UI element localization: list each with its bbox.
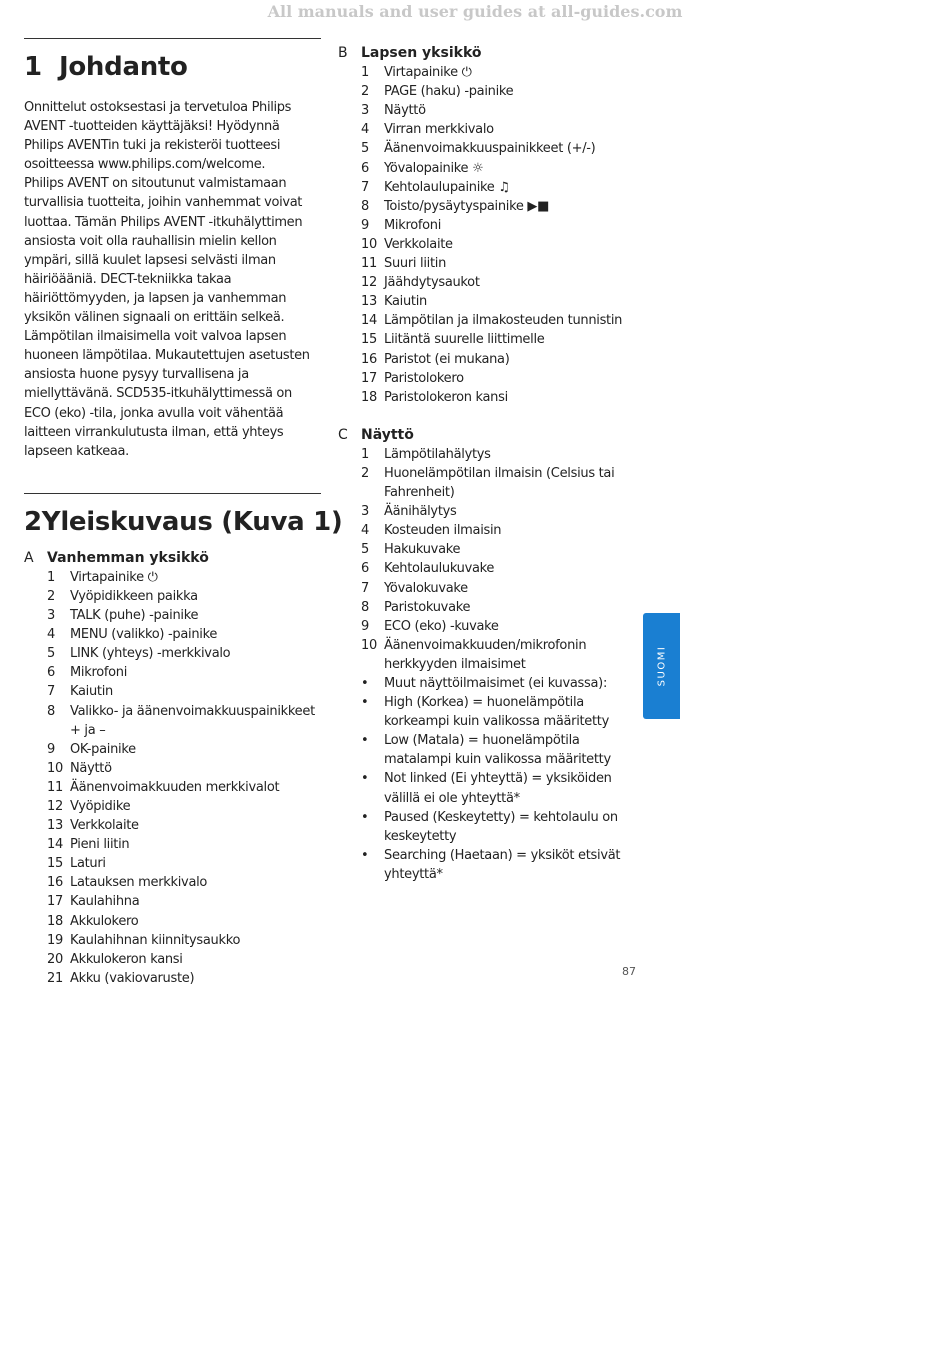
right-column — [338, 44, 638, 884]
section-a-item-number: 4 — [47, 627, 55, 643]
section-b-item-number: 8 — [361, 198, 369, 214]
section-b-item-number: 15 — [361, 332, 377, 348]
section-c-bullet-text: High (Korkea) = huonelämpötila korkeampi kuin valikossa määritetty — [384, 695, 609, 730]
section-b-item-label: Paristot (ei mukana) — [384, 351, 510, 367]
section-b-item-label: Paristolokero — [384, 370, 464, 386]
section-c-bullet-text: Low (Matala) = huonelämpötila matalampi kuin valikossa määritetty — [384, 733, 611, 768]
section-a-item-number: 10 — [47, 760, 63, 776]
section-b-item — [361, 139, 638, 158]
section-c-item-number: 5 — [361, 542, 369, 558]
section-b-item — [361, 197, 638, 216]
section-b-item — [361, 159, 638, 178]
section-c-item-label: Kosteuden ilmaisin — [384, 523, 502, 539]
section-a-item-number: 16 — [47, 875, 63, 891]
section-b-item-label: Paristolokeron kansi — [384, 389, 508, 405]
section-c-bullet-text: Not linked (Ei yhteyttä) = yksiköiden välillä ei ole yhteyttä* — [384, 771, 612, 806]
section-c-item-number: 1 — [361, 446, 369, 462]
section-c-item-label: ECO (eko) -kuvake — [384, 618, 499, 634]
intro-paragraph-1: Onnittelut ostoksestasi ja tervetuloa Philips AVENT -tuotteiden käyttäjäksi! Hyödynnä Philips AVENTin tuki ja rekisteröi tuotteesi osoitteessa www.philips.com/welcome. — [24, 100, 292, 173]
section-c-bullet — [361, 846, 638, 884]
section-b-item-label: Lämpötilan ja ilmakosteuden tunnistin — [384, 313, 623, 329]
section-b-item — [361, 216, 638, 235]
section-a-item — [47, 702, 321, 740]
section-a-item-label: MENU (valikko) -painike — [70, 627, 218, 643]
section-b-item-label: Äänenvoimakkuuspainikkeet (+/-) — [384, 141, 596, 157]
section-b-item-number: 5 — [361, 141, 369, 157]
section-a-item-label: Kaulahihnan kiinnitysaukko — [70, 932, 241, 948]
section-a-item-label: Näyttö — [70, 760, 112, 776]
section-c-bullet — [361, 674, 638, 693]
section-a-item-label: Akku (vakiovaruste) — [70, 970, 195, 986]
section-b-item-label: Kaiutin — [384, 294, 427, 310]
section-b-item — [361, 369, 638, 388]
section-a — [24, 549, 321, 988]
section-a-heading — [24, 549, 321, 568]
section-a-item-label: Valikko- ja äänenvoimakkuuspainikkeet + ja – — [70, 703, 315, 738]
section-b-item-number: 10 — [361, 236, 377, 252]
section-c-item — [361, 636, 638, 674]
section-c-item — [361, 598, 638, 617]
section-b-item-number: 18 — [361, 389, 377, 405]
section-b-list — [338, 63, 638, 407]
section-c-bullet — [361, 769, 638, 807]
section-c-item-label: Kehtolaulukuvake — [384, 561, 495, 577]
section-b-item — [361, 120, 638, 139]
section-c-bullet-text: Muut näyttöilmaisimet (ei kuvassa): — [384, 676, 608, 691]
section-b-item — [361, 350, 638, 369]
section-c-bullet-text: Paused (Keskeytetty) = kehtolaulu on keskeytetty — [384, 809, 618, 844]
section-b-item-label: Yövalopainike ☼ — [384, 160, 484, 176]
section-c-item-label: Yövalokuvake — [384, 580, 468, 596]
section-c-item-number: 8 — [361, 599, 369, 615]
section-b-item-number: 13 — [361, 294, 377, 310]
section-b-item — [361, 82, 638, 101]
section-b-item-number: 2 — [361, 84, 369, 100]
section-a-item — [47, 931, 321, 950]
section-b-item — [361, 330, 638, 349]
section-b-item-number: 7 — [361, 179, 369, 195]
section-a-item — [47, 816, 321, 835]
section-c-item — [361, 464, 638, 502]
bullet-icon: • — [361, 847, 369, 863]
chapter2-rule — [24, 493, 321, 494]
section-a-item — [47, 587, 321, 606]
section-b-item-number: 9 — [361, 217, 369, 233]
section-a-item — [47, 950, 321, 969]
section-a-item — [47, 778, 321, 797]
section-a-item-label: Äänenvoimakkuuden merkkivalot — [70, 779, 280, 795]
section-a-item-number: 11 — [47, 779, 63, 795]
section-a-item-label: Mikrofoni — [70, 665, 128, 681]
section-b-item — [361, 311, 638, 330]
section-a-item-label: TALK (puhe) -painike — [70, 608, 199, 624]
bullet-icon: • — [361, 676, 369, 691]
section-a-item-number: 12 — [47, 799, 63, 814]
section-a-item-number: 21 — [47, 970, 63, 986]
section-c-item-label: Paristokuvake — [384, 599, 471, 615]
section-a-item-number: 18 — [47, 913, 63, 929]
intro-paragraph-2: Philips AVENT on sitoutunut valmistamaan turvallisia tuotteita, joihin vanhemmat voivat luottaa. Tämän Philips AVENT -itkuhälyttimen ansiosta voit olla rauhallisin mielin kellon ympäri, sillä kuulet lapsesi selvästi ilman häiriöääniä. DECT-tekniikka takaa häiriöttömyyden, ja lapsen ja vanhemman yksikön välinen signaali on erittäin selkeä. Lämpötilan ilmaisimella voit valvoa lapsen huoneen lämpötilaa. Mukautettujen asetusten ansiosta huone pysyy turvallisena ja miellyttävänä. SCD535-itkuhälyttimessä on ECO (eko) -tila, jonka avulla voit vähentää laitteen virrankulutusta ilman, että yhteys lapseen katkeaa. — [24, 176, 310, 459]
section-a-item-number: 2 — [47, 588, 55, 604]
section-c-heading — [338, 426, 638, 445]
section-a-item — [47, 625, 321, 644]
section-a-item-label: Akkulokeron kansi — [70, 951, 183, 967]
section-b-item-label: Kehtolaulupainike ♫ — [384, 179, 510, 195]
section-a-item — [47, 969, 321, 988]
bullet-icon: • — [361, 733, 369, 749]
section-c-item — [361, 502, 638, 521]
section-a-item-label: Verkkolaite — [70, 818, 139, 834]
section-c-item — [361, 579, 638, 598]
section-a-item-label: Virtapainike ⏻ — [70, 569, 158, 585]
chapter1-number: 1 — [24, 52, 42, 82]
chapter2-heading — [24, 506, 343, 537]
section-b-item — [361, 388, 638, 407]
section-b-item-label: Mikrofoni — [384, 217, 442, 233]
section-c-bullet — [361, 808, 638, 846]
section-b-item — [361, 273, 638, 292]
section-c-item-number: 9 — [361, 618, 369, 634]
section-a-item-label: Laturi — [70, 856, 106, 872]
section-b-item-number: 17 — [361, 370, 377, 386]
section-a-item — [47, 606, 321, 625]
section-b-item-number: 3 — [361, 103, 369, 119]
section-b-letter: B — [338, 45, 348, 61]
section-c-item-number: 2 — [361, 465, 369, 481]
page-number: 87 — [622, 965, 636, 978]
section-b-item-label: Näyttö — [384, 103, 426, 119]
section-a-item — [47, 740, 321, 759]
section-b-item — [361, 63, 638, 82]
section-b-item-label: Verkkolaite — [384, 236, 453, 252]
section-c-letter: C — [338, 426, 348, 443]
section-a-item — [47, 682, 321, 701]
section-c-item-label: Äänenvoimakkuuden/mikrofonin herkkyyden ilmaisimet — [384, 637, 587, 672]
section-c-item-number: 6 — [361, 561, 369, 577]
bullet-icon: • — [361, 809, 369, 825]
section-b-item — [361, 101, 638, 120]
section-b-item — [361, 254, 638, 273]
section-b-item-number: 4 — [361, 122, 369, 138]
section-a-item-number: 3 — [47, 608, 55, 624]
section-a-item-label: Kaulahihna — [70, 894, 140, 910]
chapter1-heading — [24, 52, 321, 82]
section-c-item-label: Lämpötilahälytys — [384, 446, 491, 462]
section-a-item — [47, 759, 321, 778]
section-c-item — [361, 445, 638, 464]
section-a-item-number: 17 — [47, 894, 63, 910]
section-a-item-label: OK-painike — [70, 741, 136, 757]
chapter2-number: 2 — [24, 506, 42, 537]
bullet-icon: • — [361, 771, 369, 787]
section-b-item-label: Virran merkkivalo — [384, 122, 494, 138]
section-a-item-label: LINK (yhteys) -merkkivalo — [70, 646, 231, 662]
section-a-item-number: 20 — [47, 951, 63, 967]
section-a-title: Vanhemman yksikkö — [47, 549, 209, 566]
section-c-title: Näyttö — [361, 426, 414, 443]
section-a-item — [47, 663, 321, 682]
section-c-list — [338, 445, 638, 674]
section-b-item-number: 6 — [361, 160, 369, 176]
section-c-item-number: 3 — [361, 504, 369, 520]
section-a-list — [24, 568, 321, 988]
section-a-item-number: 8 — [47, 703, 55, 719]
section-b-heading — [338, 44, 638, 63]
left-column — [24, 38, 343, 988]
section-a-item — [47, 644, 321, 663]
section-a-item-label: Pieni liitin — [70, 837, 130, 853]
section-c-item — [361, 559, 638, 578]
language-tab-label: SUOMI — [656, 645, 667, 687]
section-a-item-number: 15 — [47, 856, 63, 872]
section-b-item-number: 16 — [361, 351, 377, 367]
section-a-item — [47, 797, 321, 816]
section-a-item — [47, 835, 321, 854]
chapter1-title: Johdanto — [59, 52, 188, 82]
section-b-item-label: Virtapainike ⏻ — [384, 65, 472, 81]
section-b-item-label: Suuri liitin — [384, 256, 447, 272]
section-b-item-label: Liitäntä suurelle liittimelle — [384, 332, 545, 348]
chapter1-rule — [24, 38, 321, 39]
section-a-item-number: 14 — [47, 837, 63, 853]
bullet-icon: • — [361, 695, 369, 711]
section-b-item-number: 12 — [361, 275, 377, 291]
language-tab — [643, 613, 680, 719]
section-b — [338, 44, 638, 407]
section-c-item-label: Huonelämpötilan ilmaisin (Celsius tai Fahrenheit) — [384, 465, 615, 501]
section-a-item — [47, 568, 321, 587]
section-c-bullets — [338, 674, 638, 884]
section-c-item — [361, 540, 638, 559]
section-a-item-label: Akkulokero — [70, 913, 139, 929]
section-a-item-number: 19 — [47, 932, 63, 948]
section-a-item — [47, 892, 321, 911]
section-c-item — [361, 617, 638, 636]
section-c-item-label: Äänihälytys — [384, 504, 457, 520]
section-c — [338, 426, 638, 884]
section-b-title: Lapsen yksikkö — [361, 45, 482, 61]
section-a-item — [47, 854, 321, 873]
section-c-bullet — [361, 731, 638, 769]
section-c-item-number: 10 — [361, 637, 377, 653]
section-b-item-number: 1 — [361, 65, 369, 81]
section-b-item-label: Jäähdytysaukot — [384, 275, 480, 291]
section-b-item — [361, 292, 638, 311]
section-a-item-number: 7 — [47, 684, 55, 700]
section-c-bullet-text: Searching (Haetaan) = yksiköt etsivät yhteyttä* — [384, 847, 621, 882]
section-a-item — [47, 912, 321, 931]
section-b-item-number: 14 — [361, 313, 377, 329]
section-a-item-number: 5 — [47, 646, 55, 662]
section-c-item — [361, 521, 638, 540]
watermark: All manuals and user guides at all-guides.com — [267, 2, 683, 21]
section-a-letter: A — [24, 549, 34, 566]
section-a-item-number: 13 — [47, 818, 63, 834]
section-a-item-label: Vyöpidikkeen paikka — [70, 588, 198, 604]
section-a-item-label: Latauksen merkkivalo — [70, 875, 208, 891]
section-a-item-number: 6 — [47, 665, 55, 681]
section-a-item — [47, 873, 321, 892]
section-b-item — [361, 235, 638, 254]
section-c-item-label: Hakukuvake — [384, 542, 461, 558]
section-a-item-label: Vyöpidike — [70, 799, 131, 814]
chapter2-title: Yleiskuvaus (Kuva 1) — [41, 506, 343, 537]
section-b-item-label: PAGE (haku) -painike — [384, 84, 514, 100]
section-a-item-label: Kaiutin — [70, 684, 113, 700]
section-a-item-number: 1 — [47, 569, 55, 585]
section-c-item-number: 4 — [361, 523, 369, 539]
section-b-item-label: Toisto/pysäytyspainike ▶■ — [384, 198, 550, 214]
section-c-item-number: 7 — [361, 580, 369, 596]
section-b-item-number: 11 — [361, 256, 377, 272]
section-b-item — [361, 178, 638, 197]
section-a-item-number: 9 — [47, 741, 55, 757]
section-c-bullet — [361, 693, 638, 731]
